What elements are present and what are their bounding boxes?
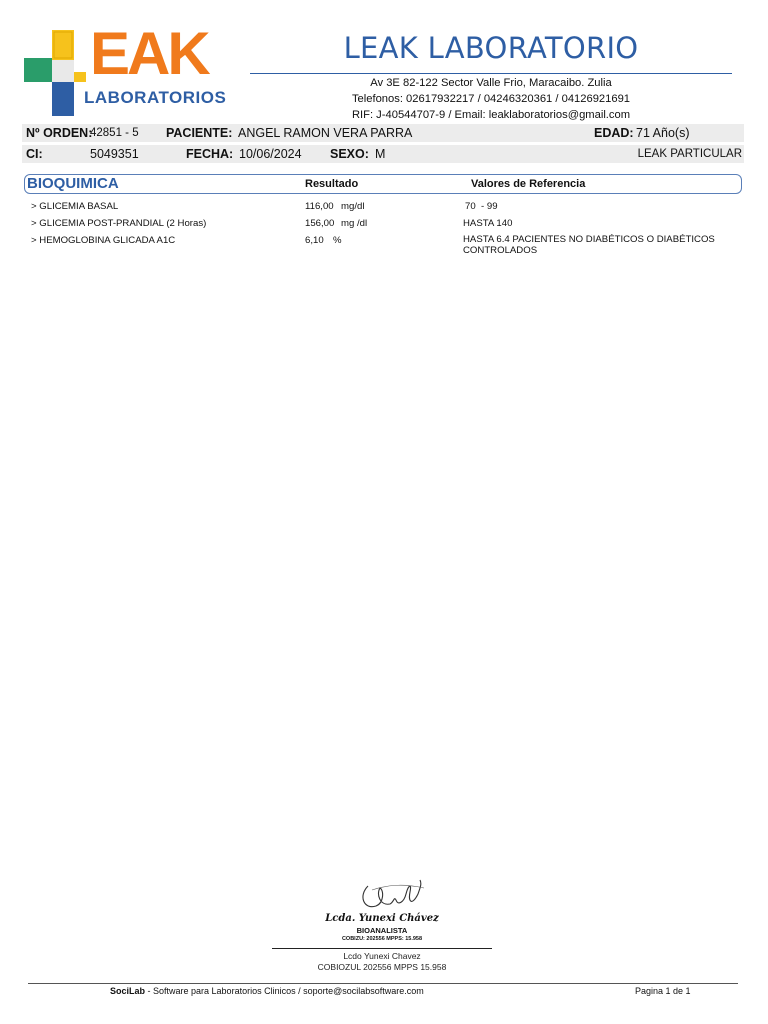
test-name: > GLICEMIA POST-PRANDIAL (2 Horas)	[31, 218, 207, 229]
age-value: 71 Año(s)	[636, 126, 690, 140]
test-unit: mg/dl	[341, 201, 365, 212]
order-label: Nº ORDEN:	[26, 126, 93, 140]
sex-value: M	[375, 147, 386, 161]
header-rule	[250, 73, 732, 74]
section-title: BIOQUIMICA	[27, 175, 119, 192]
stamp-registration: COBIZU: 202556 MPPS: 15.958	[341, 936, 423, 942]
page-number: Pagina 1 de 1	[635, 986, 691, 996]
lab-rif-email: RIF: J-40544707-9 / Email: leaklaboratorios@gmail.com	[351, 109, 631, 121]
test-name: > HEMOGLOBINA GLICADA A1C	[31, 235, 176, 246]
signature-line	[272, 948, 492, 949]
patient-label: PACIENTE:	[166, 126, 233, 140]
footer-credit	[110, 986, 424, 996]
sex-label: SEXO:	[330, 147, 369, 161]
ci-label: CI:	[26, 147, 43, 161]
lab-phones: Telefonos: 02617932217 / 04246320361 / 04126921691	[351, 93, 631, 105]
signer-registration: COBIOZUL 202556 MPPS 15.958	[317, 962, 447, 972]
lab-logo	[24, 20, 240, 120]
patient-name: ANGEL RAMON VERA PARRA	[238, 126, 413, 140]
stamp-title: BIOANALISTA	[356, 926, 408, 935]
footer-brand: SociLab	[110, 986, 146, 996]
lab-name: LEAK LABORATORIO	[343, 31, 639, 65]
ci-value: 5049351	[90, 147, 139, 161]
test-reference: HASTA 140	[463, 218, 513, 229]
signer-name: Lcdo Yunexi Chavez	[343, 951, 421, 961]
age-label: EDAD:	[594, 126, 634, 140]
test-result: 116,00	[305, 201, 334, 212]
column-header-result: Resultado	[305, 178, 359, 190]
test-reference: 70 - 99	[465, 201, 498, 212]
date-value: 10/06/2024	[239, 147, 302, 161]
test-unit: %	[333, 235, 342, 246]
test-result: 156,00	[305, 218, 335, 229]
test-name: > GLICEMIA BASAL	[31, 201, 119, 212]
test-unit: mg /dl	[341, 218, 368, 229]
date-label: FECHA:	[186, 147, 234, 161]
logo-word: EAK	[90, 20, 208, 87]
section-header-box	[24, 174, 742, 194]
patient-type: LEAK PARTICULAR	[637, 148, 742, 160]
lab-address: Av 3E 82-122 Sector Valle Frio, Maracaibo. Zulia	[370, 77, 612, 89]
test-result: 6,10	[305, 235, 324, 246]
footer-text: - Software para Laboratorios Clinicos / soporte@socilabsoftware.com	[145, 986, 424, 996]
test-reference: HASTA 6.4 PACIENTES NO DIABÉTICOS O DIABÉTICOS CONTROLADOS	[463, 234, 715, 256]
logo-subtitle: LABORATORIOS	[84, 88, 227, 107]
signature-scribble	[350, 876, 430, 918]
column-header-reference: Valores de Referencia	[471, 178, 586, 190]
stamp-name: Lcda. Yunexi Chávez	[325, 913, 439, 924]
order-number: 42851 - 5	[90, 127, 139, 139]
footer-rule	[28, 983, 738, 984]
